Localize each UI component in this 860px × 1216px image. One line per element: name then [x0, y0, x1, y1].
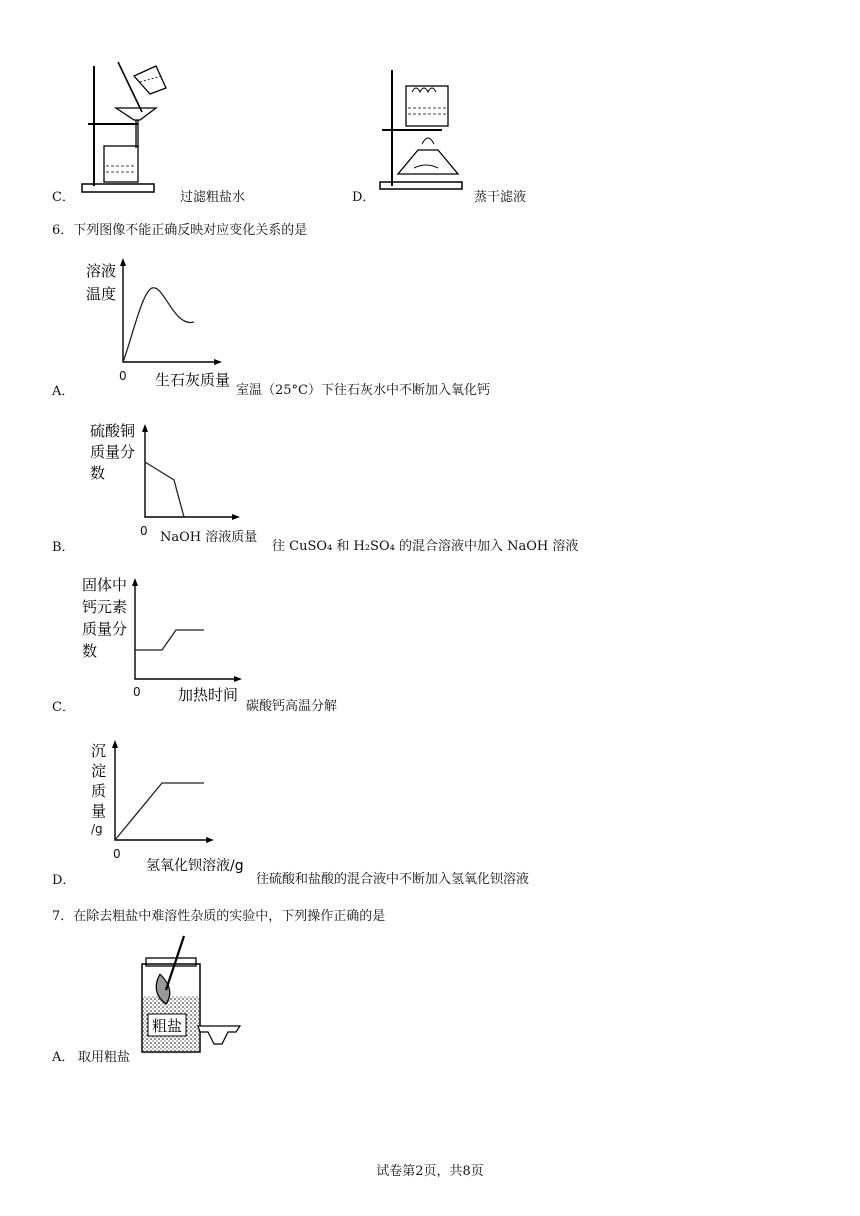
chart-b-ylabel-line1: 硫酸铜: [90, 422, 136, 440]
option-d-letter: D．: [352, 190, 376, 205]
chart-c-origin: 0: [133, 685, 141, 699]
option-a-description: 室温（25°C）下往石灰水中不断加入氧化钙: [236, 383, 490, 398]
chart-a-ylabel-line2: 温度: [86, 285, 117, 303]
chart-d-graph: [110, 740, 214, 844]
chart-a-origin: 0: [119, 369, 127, 383]
chart-d-ylabel-line4: 量: [91, 802, 107, 820]
q7-option-a-letter: A．: [52, 1050, 75, 1065]
filtration-apparatus-image: [78, 62, 178, 196]
chart-d-xlabel: 氢氧化钡溶液/g: [146, 858, 244, 874]
option-c-letter-q6: C．: [52, 700, 75, 715]
option-d-description: 往硫酸和盐酸的混合液中不断加入氢氧化钡溶液: [256, 872, 530, 887]
option-c-letter: C．: [52, 190, 75, 205]
chart-c-ylabel-line3: 质量分: [82, 620, 128, 638]
question-6-stem: 6．下列图像不能正确反映对应变化关系的是: [52, 223, 308, 238]
chart-d-ylabel-unit: /g: [91, 822, 103, 836]
chart-c-ylabel-line4: 数: [82, 642, 98, 660]
chart-c-ylabel-line1: 固体中: [82, 576, 128, 594]
option-a-letter: A．: [52, 384, 75, 399]
chart-d-ylabel-line1: 沉: [91, 742, 107, 760]
page-footer: 试卷第2页，共8页: [376, 1164, 484, 1179]
chart-b-ylabel-line3: 数: [90, 464, 106, 482]
chart-b-graph: [140, 424, 240, 520]
take-coarse-salt-image: [138, 934, 244, 1058]
option-b-letter: B．: [52, 540, 75, 555]
option-c-caption: 过滤粗盐水: [180, 190, 246, 205]
chart-d-origin: 0: [113, 847, 121, 861]
chart-a-xlabel: 生石灰质量: [155, 371, 231, 389]
chart-c-graph: [130, 578, 242, 682]
option-d-caption: 蒸干滤液: [474, 190, 527, 205]
chart-b-xlabel: NaOH 溶液质量: [160, 530, 258, 545]
evaporation-apparatus-image: [378, 70, 474, 190]
chart-d-ylabel-line3: 质: [91, 782, 107, 800]
chart-a-graph: [118, 258, 222, 366]
option-d-letter-q6: D．: [52, 873, 76, 888]
chart-d-ylabel-line2: 淀: [91, 762, 107, 780]
option-b-description: 往 CuSO₄ 和 H₂SO₄ 的混合溶液中加入 NaOH 溶液: [272, 539, 579, 554]
q7-option-a-caption: 取用粗盐: [78, 1050, 131, 1065]
option-c-description: 碳酸钙高温分解: [246, 699, 338, 714]
question-7-stem: 7．在除去粗盐中难溶性杂质的实验中，下列操作正确的是: [52, 909, 386, 924]
chart-c-xlabel: 加热时间: [178, 686, 239, 704]
chart-b-ylabel-line2: 质量分: [90, 443, 136, 461]
chart-a-ylabel-line1: 溶液: [86, 262, 117, 280]
chart-c-ylabel-line2: 钙元素: [82, 598, 128, 616]
jar-label: 粗盐: [152, 1017, 183, 1035]
chart-b-origin: 0: [140, 524, 148, 538]
